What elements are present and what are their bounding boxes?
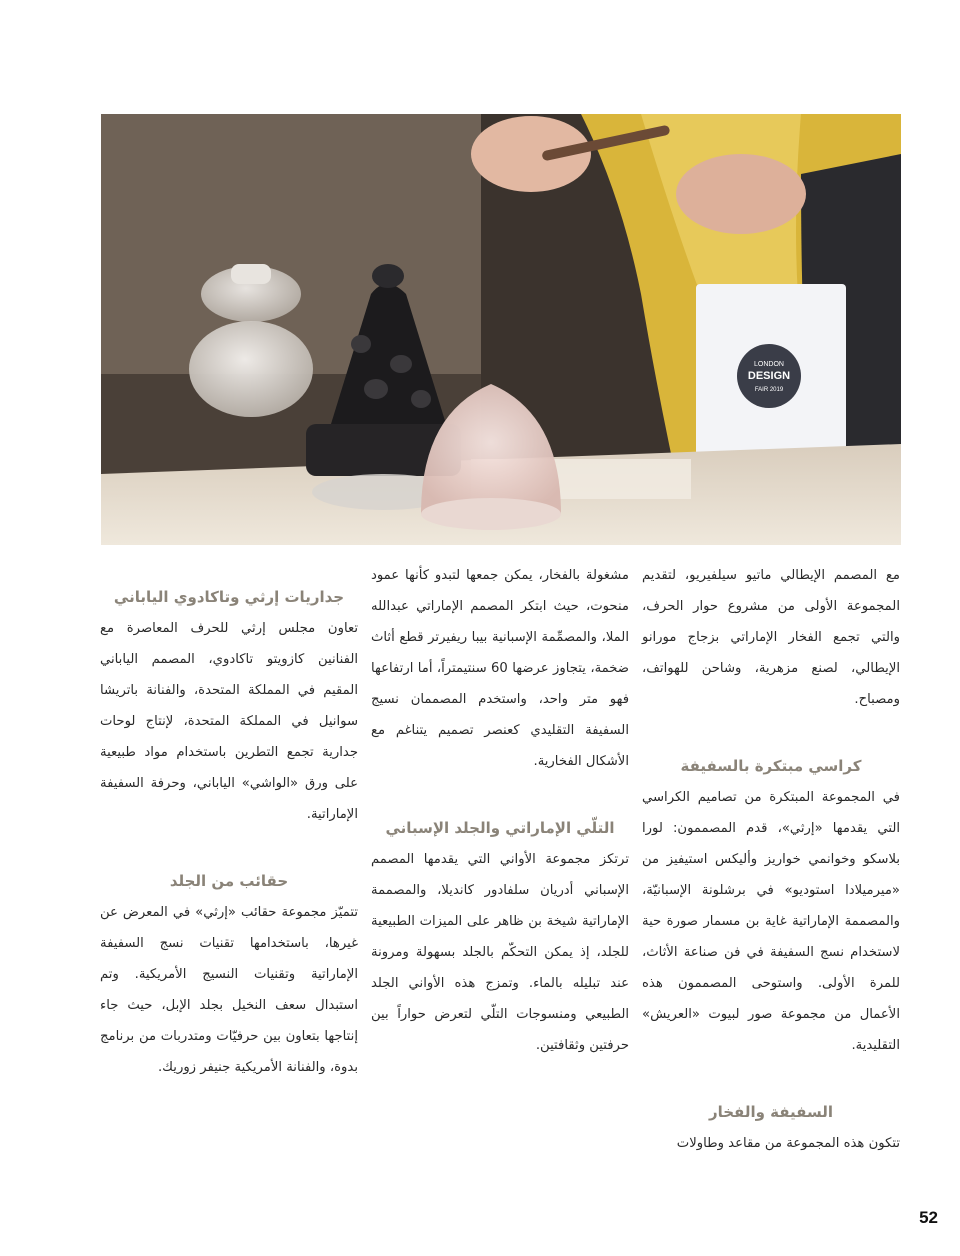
paragraph-murals: تعاون مجلس إرثي للحرف المعاصرة مع الفنانين كازويتو تاكادوي، المصمم الياباني المقيم في المملكة المتحدة، والفنانة باتريشا سوانيل في المملكة المتحدة، لإنتاج لوحات جدارية تجمع التطرين باستخدام مواد طبيعية على ورق «الواشي» الياباني، وحرفة السفيفة الإماراتية. — [100, 621, 358, 822]
hero-photo — [101, 114, 901, 545]
column-middle — [371, 560, 629, 1061]
heading-leather-bags: حقائب من الجلد — [169, 872, 289, 890]
heading-safeefa-pottery: السفيفة والفخار — [708, 1103, 834, 1121]
heading-murals: جداريات إرثي وتاكادوي الياباني — [113, 588, 345, 606]
heading-chairs: كراسي مبتكرة بالسفيفة — [680, 757, 862, 775]
badge-line1: LONDON — [754, 361, 784, 368]
paragraph-safeefa-pottery: تتكون هذه المجموعة من مقاعد وطاولات — [676, 1136, 900, 1151]
paragraph-talli-leather: ترتكز مجموعة الأواني التي يقدمها المصمم الإسباني أدريان سلفادور كانديلا، والمصممة الإماراتية شيخة بن ظاهر على الميزات الطبيعية للجلد، إذ يمكن التحكّم بالجلد بسهولة ومرونة عند تبليله بالماء. وتمزج هذه الأواني الجلد الطبيعي ومنسوجات التلّي لتعرض حواراً بين حرفتين وثقافتين. — [371, 852, 629, 1053]
paragraph-leather-bags: تتميّز مجموعة حقائب «إرثي» في المعرض عن غيرها، باستخدامها تقنيات نسج السفيفة الإماراتية وتقنيات النسيج الأمريكية. وتم استبدال سعف النخيل بجلد الإبل، حيث جاء إنتاجها بتعاون بين حرفيّات ومتدربات من برنامج بدوة، والفنانة الأمريكية جنيفر زوريك. — [100, 905, 358, 1075]
badge-line3: FAIR 2019 — [754, 387, 784, 393]
paragraph-intro-continuation: مع المصمم الإيطالي ماتيو سيلفيريو، لتقديم المجموعة الأولى من مشروع حوار الحرف، والتي تجمع الفخار الإماراتي بزجاج مورانو الإيطالي، لصنع مزهرية، وشاحن للهواتف، ومصباح. — [642, 568, 900, 707]
paragraph-pottery-continuation: مشغولة بالفخار، يمكن جمعها لتبدو كأنها عمود منحوت، حيث ابتكر المصمم الإماراتي عبدالله الملا، والمصمِّمة الإسبانية بيبا ريفيرتر قطع أثاث ضخمة، يتجاوز عرضها 60 سنتيمتراً، أما ارتفاعها فهو متر واحد، واستخدم المصممان نسيج السفيفة التقليدي كعنصر تصميم يتناغم مع الأشكال الفخارية. — [371, 568, 629, 769]
paragraph-chairs: في المجموعة المبتكرة من تصاميم الكراسي التي يقدمها «إرثي»، قدم المصممون: لورا بلاسكو وخوانمي خواريز وأليكس استيفيز من «ميرميلادا استوديو» في برشلونة الإسبانيّة، والمصممة الإماراتية غاية بن مسمار صورة حية لاستخدام نسج السفيفة في فن صناعة الأثاث، للمرة الأولى. واستوحى المصممون هذه الأعمال من مجموعة صور لبيوت «العريش» التقليدية. — [642, 790, 900, 1053]
page-number: 52 — [919, 1208, 938, 1227]
column-right — [642, 560, 900, 1159]
heading-talli-leather: التلّي الإماراتي والجلد الإسباني — [385, 819, 615, 837]
column-left — [100, 560, 358, 1083]
badge-line2: DESIGN — [747, 370, 791, 382]
craft-scene-illustration — [101, 114, 901, 545]
